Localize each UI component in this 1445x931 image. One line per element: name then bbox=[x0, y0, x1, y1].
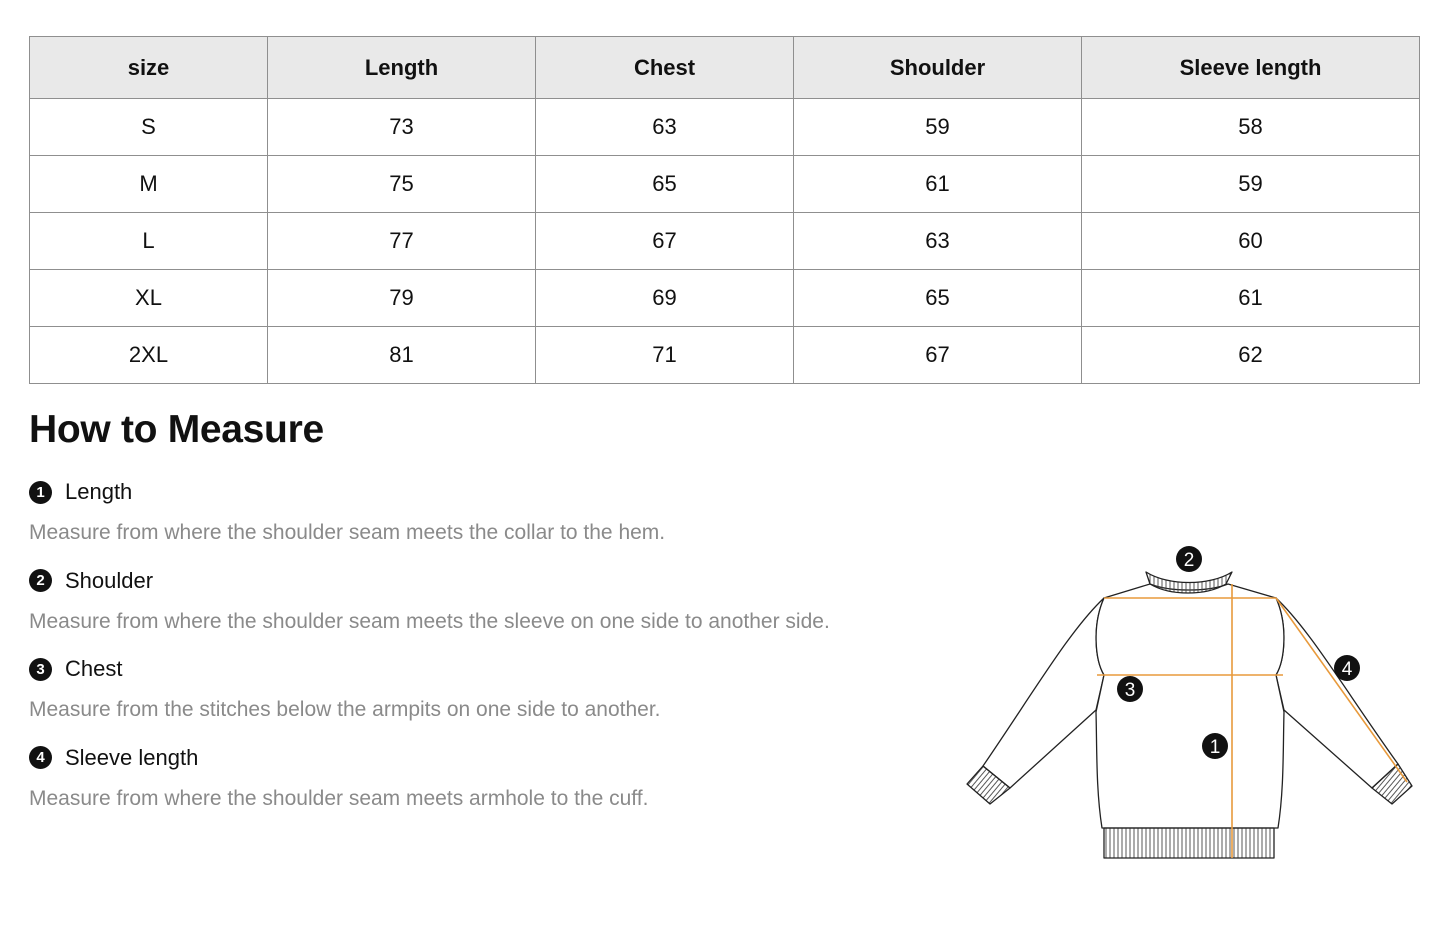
measure-item-name: Chest bbox=[65, 656, 123, 681]
table-cell: 71 bbox=[536, 327, 794, 384]
table-cell: 60 bbox=[1082, 213, 1420, 270]
table-cell: 67 bbox=[536, 213, 794, 270]
column-header-chest: Chest bbox=[536, 37, 794, 99]
table-cell: 59 bbox=[794, 99, 1082, 156]
table-cell: 61 bbox=[794, 156, 1082, 213]
measure-item-heading bbox=[29, 567, 929, 595]
number-badge-icon: 4 bbox=[29, 746, 52, 769]
table-cell: XL bbox=[30, 270, 268, 327]
number-badge-icon: 1 bbox=[29, 481, 52, 504]
table-cell: 63 bbox=[794, 213, 1082, 270]
measure-item-name: Sleeve length bbox=[65, 744, 199, 770]
measure-item-sleeve-length bbox=[29, 744, 929, 833]
marker-2 bbox=[1176, 546, 1202, 572]
table-cell: 79 bbox=[268, 270, 536, 327]
size-chart-table bbox=[29, 36, 1420, 384]
marker-label: 4 bbox=[1341, 659, 1353, 680]
table-cell: 65 bbox=[794, 270, 1082, 327]
table-header-row bbox=[30, 37, 1420, 99]
measure-item-description: Measure from where the shoulder seam meets armhole to the cuff. bbox=[29, 786, 649, 810]
column-header-shoulder: Shoulder bbox=[794, 37, 1082, 99]
table-row bbox=[30, 99, 1420, 156]
table-cell: L bbox=[30, 213, 268, 270]
column-header-sleeve-length: Sleeve length bbox=[1082, 37, 1420, 99]
measure-item-name: Shoulder bbox=[65, 567, 154, 593]
measure-item-description: Measure from where the shoulder seam meets the collar to the hem. bbox=[29, 521, 666, 544]
table-cell: 81 bbox=[268, 327, 536, 384]
marker-3 bbox=[1117, 676, 1143, 702]
marker-label: 3 bbox=[1124, 680, 1136, 701]
measure-item-shoulder bbox=[29, 567, 929, 656]
column-header-size: size bbox=[30, 37, 268, 99]
table-cell: S bbox=[30, 99, 268, 156]
measure-item-name: Length bbox=[65, 479, 133, 504]
table-row bbox=[30, 213, 1420, 270]
marker-label: 1 bbox=[1209, 737, 1221, 758]
measure-item-heading bbox=[29, 744, 929, 772]
table-cell: 75 bbox=[268, 156, 536, 213]
table-cell: M bbox=[30, 156, 268, 213]
measure-item-chest bbox=[29, 655, 929, 744]
number-badge-icon: 2 bbox=[29, 569, 52, 592]
measure-item-heading bbox=[29, 478, 929, 506]
measure-item-description: Measure from the stitches below the armpits on one side to another. bbox=[29, 698, 661, 721]
table-cell: 58 bbox=[1082, 99, 1420, 156]
sweater-outline-icon bbox=[967, 572, 1412, 858]
column-header-length: Length bbox=[268, 37, 536, 99]
sweater-measurement-diagram bbox=[960, 540, 1420, 870]
how-to-measure-title: How to Measure bbox=[29, 408, 324, 451]
number-badge-icon: 3 bbox=[29, 658, 52, 681]
table-cell: 69 bbox=[536, 270, 794, 327]
measure-item-heading bbox=[29, 655, 929, 683]
table-row bbox=[30, 327, 1420, 384]
measure-item-description: Measure from where the shoulder seam meets the sleeve on one side to another side. bbox=[29, 609, 830, 633]
table-cell: 62 bbox=[1082, 327, 1420, 384]
table-cell: 67 bbox=[794, 327, 1082, 384]
table-cell: 2XL bbox=[30, 327, 268, 384]
marker-label: 2 bbox=[1183, 550, 1195, 571]
table-cell: 61 bbox=[1082, 270, 1420, 327]
table-cell: 73 bbox=[268, 99, 536, 156]
marker-4 bbox=[1334, 655, 1360, 681]
table-cell: 77 bbox=[268, 213, 536, 270]
table-row bbox=[30, 156, 1420, 213]
table-cell: 63 bbox=[536, 99, 794, 156]
table-cell: 59 bbox=[1082, 156, 1420, 213]
measure-instructions-list bbox=[29, 478, 929, 832]
table-cell: 65 bbox=[536, 156, 794, 213]
marker-1 bbox=[1202, 733, 1228, 759]
table-row bbox=[30, 270, 1420, 327]
measure-item-length bbox=[29, 478, 929, 567]
